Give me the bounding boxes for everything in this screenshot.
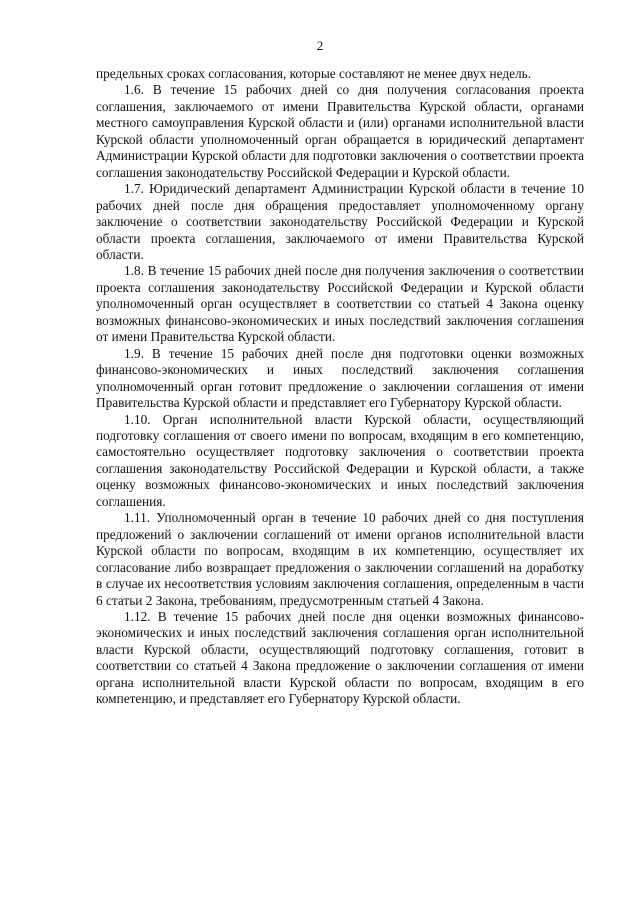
paragraph-clause-1-9: 1.9. В течение 15 рабочих дней после дня подготовки оценки возможных финансово-экономических и иных последствий заключения соглашения уполномоченный орган готовит предложение о заключении соглашения от имени Правительства Курской области и представляет его Губернатору Курской области. [96, 345, 584, 411]
paragraph-clause-1-7: 1.7. Юридический департамент Администрации Курской области в течение 10 рабочих дней после дня обращения предоставляет уполномоченному органу заключение о соответствии законодательству Российской Федерации и Курской области проекта соглашения, заключаемого от имени Правительства Курской области. [96, 181, 584, 262]
paragraph-clause-1-6: 1.6. В течение 15 рабочих дней со дня получения согласования проекта соглашения, заключаемого от имени Правительства Курской области, органами местного самоуправления Курской области и (или) органами исполнительной власти Курской области уполномоченный орган обращается в юридический департамент Администрации Курской области для подготовки заключения о соответствии проекта соглашения законодательству Российской Федерации и Курской области. [96, 82, 584, 180]
paragraph-clause-1-12: 1.12. В течение 15 рабочих дней после дня оценки возможных финансово-экономических и иных последствий заключения соглашения орган исполнительной власти Курской области, осуществляющий подготовку соглашения, готовит в соответствии со статьей 4 Закона предложение о заключении соглашения от имени органа исполнительной власти Курской области по вопросам, входящим в его компетенцию, и представляет его Губернатору Курской области. [96, 608, 584, 707]
page-number: 2 [316, 38, 324, 53]
paragraph-clause-1-8: 1.8. В течение 15 рабочих дней после дня получения заключения о соответствии проекта соглашения законодательству Российской Федерации и Курской области уполномоченный орган осуществляет в соответствии со статьей 4 Закона оценку возможных финансово-экономических и иных последствий заключения соглашения от имени Правительства Курской области. [96, 263, 584, 345]
document-body [96, 66, 584, 708]
paragraph-clause-1-11: 1.11. Уполномоченный орган в течение 10 рабочих дней со дня поступления предложений о заключении соглашений от имени органов исполнительной власти Курской области по вопросам, входящим в их компетенцию, осуществляет их согласование либо возвращает предложения о заключении соглашений на доработку в случае их несоответствия условиям заключения соглашения, определенным в части 6 статьи 2 Закона, требованиям, предусмотренным статьей 4 Закона. [96, 510, 584, 608]
paragraph-clause-1-10: 1.10. Орган исполнительной власти Курской области, осуществляющий подготовку соглашения от своего имени по вопросам, входящим в его компетенцию, самостоятельно осуществляет подготовку заключения о соответствии проекта соглашения законодательству Российской Федерации и Курской области, а также оценку возможных финансово-экономических и иных последствий заключения соглашения. [96, 411, 584, 509]
paragraph-continued: предельных сроках согласования, которые составляют не менее двух недель. [96, 66, 532, 81]
